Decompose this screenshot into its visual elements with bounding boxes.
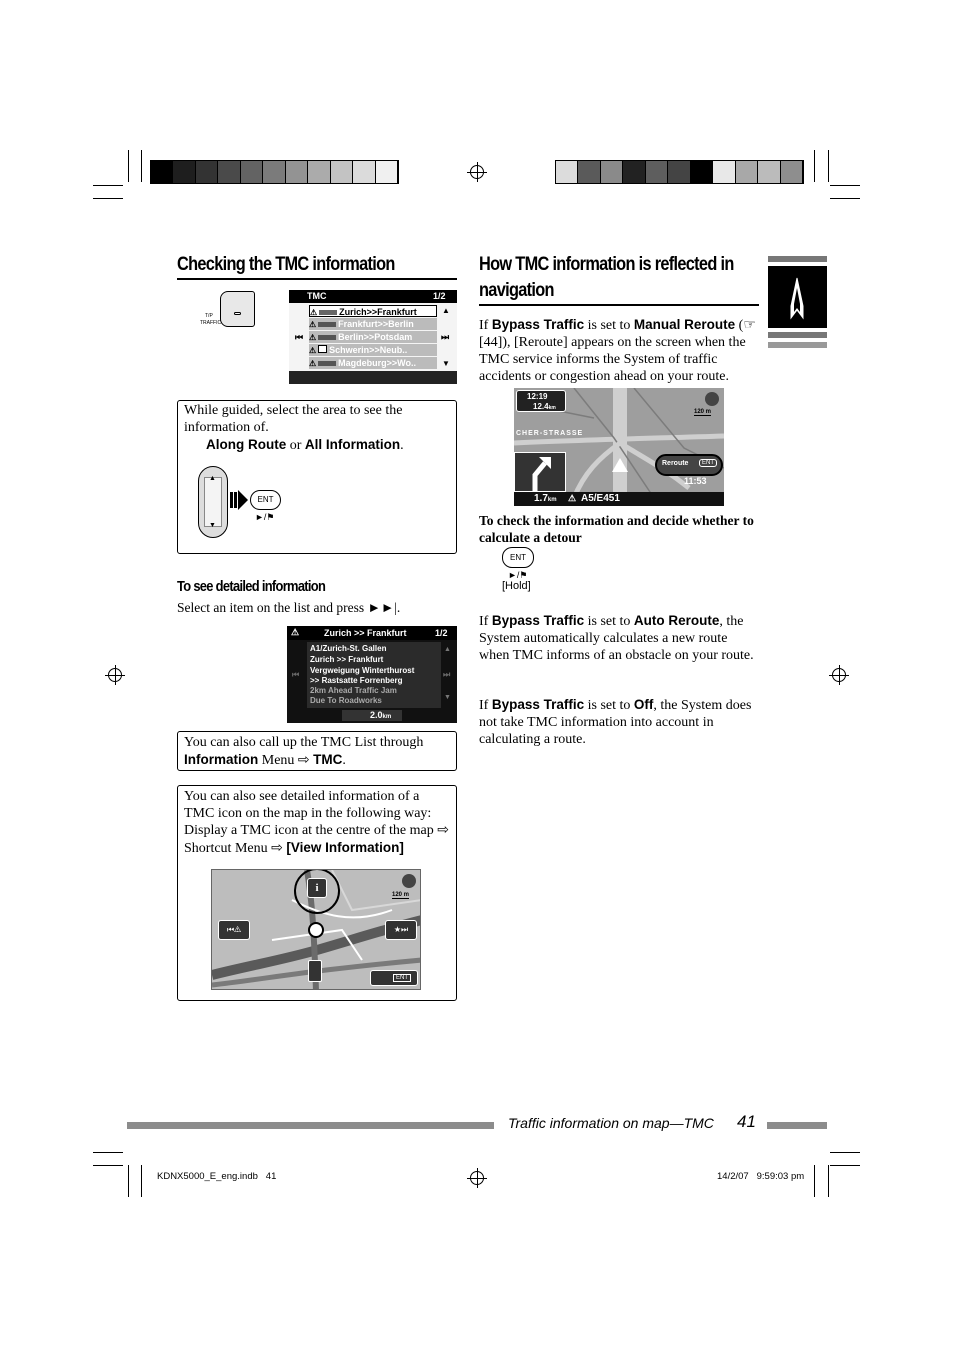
warning-icon: ⚠ [309, 333, 317, 342]
map-scale: 120 m [694, 409, 712, 415]
warning-icon: ⚠ [310, 308, 318, 317]
file-info: KDNX5000_E_eng.indb 41 [157, 1171, 277, 1182]
off-paragraph: If Bypass Traffic is set to Off, the System does not take TMC information into account in calculating a route. [479, 697, 752, 747]
color-swatch [218, 161, 240, 183]
map-view-information [211, 869, 421, 990]
crop-mark [128, 1165, 129, 1197]
control-stick [198, 466, 228, 538]
navigation-arrow-icon [768, 266, 827, 328]
detail-line: Vergweigung Winterthurost [310, 666, 415, 675]
box1-options: Along Route or All Information. [206, 437, 404, 453]
color-swatch [578, 161, 600, 183]
crop-mark [830, 1152, 860, 1153]
scroll-down-icon: ▼ [444, 694, 451, 701]
color-swatch [623, 161, 645, 183]
info-icon[interactable]: i [307, 878, 327, 898]
print-date: 14/2/07 9:59:03 pm [717, 1171, 805, 1182]
crop-mark [128, 150, 129, 182]
bottom-bar: 1.7km ⚠ A5/E451 [514, 492, 724, 506]
map-cursor-icon [308, 922, 324, 938]
turn-right-icon [529, 455, 553, 491]
color-swatch [173, 161, 195, 183]
tmc-list-item[interactable]: ⚠ Magdeburg>>Wo.. [309, 357, 437, 369]
crop-mark [141, 150, 142, 182]
crop-mark [830, 185, 860, 186]
subheading-detailed-info: To see detailed information [177, 578, 326, 595]
detail-line: Due To Roadworks [310, 696, 382, 705]
skip-forward-icon: ⏭ [441, 332, 450, 342]
crop-mark [141, 1165, 142, 1197]
warning-icon: ⚠ [291, 627, 300, 637]
tmc-list-item[interactable]: ⚠ Frankfurt>>Berlin [309, 318, 437, 330]
skip-forward-icon: ⏭ [443, 670, 451, 679]
turn-arrow-panel [514, 452, 566, 492]
color-swatch [758, 161, 780, 183]
registration-mark [108, 668, 122, 682]
section-title-tmc-navigation-1: How TMC information is reflected in [479, 254, 734, 275]
tmc-page: 1/2 [433, 291, 446, 301]
manual-reroute-paragraph: If Bypass Traffic is set to Manual Reroute (☞ [44]), [Reroute] appears on the screen when the TMC service informs the System of traffic accidents or congestion ahead on your route. [479, 317, 756, 384]
page-number: 41 [737, 1112, 756, 1131]
color-swatch [308, 161, 330, 183]
crop-mark [830, 1165, 860, 1166]
color-swatch [668, 161, 690, 183]
tmc-detail-screen [287, 626, 457, 723]
box1-text: While guided, select the area to see the information of. [184, 403, 403, 435]
vehicle-position-icon [612, 458, 628, 472]
tmc-list-item[interactable]: ⚠ Berlin>>Potsdam [309, 331, 437, 343]
crop-mark [828, 1165, 829, 1197]
ent-sub-label: ►/⚑ [255, 512, 275, 522]
reroute-button[interactable]: Reroute ENT [655, 454, 723, 476]
scroll-up-icon: ▲ [442, 306, 450, 315]
detail-page: 1/2 [435, 628, 448, 638]
skip-back-icon: ⏮ [295, 332, 304, 342]
position-icon [308, 960, 322, 982]
tmc-header: TMC [307, 291, 327, 301]
detail-distance: 2.0km [370, 710, 392, 720]
street-name: CHER-STRASSE [516, 430, 584, 437]
scroll-down-icon: ▼ [442, 359, 450, 368]
push-arrow-icon [230, 490, 248, 510]
crop-mark [814, 150, 815, 182]
color-swatch [331, 161, 353, 183]
clock: 11:53 [684, 476, 707, 486]
color-swatch [736, 161, 758, 183]
crop-mark [93, 198, 123, 199]
color-swatch [151, 161, 173, 183]
compass-icon [705, 392, 719, 406]
footer-bar-left [127, 1122, 494, 1129]
tp-traffic-button [220, 291, 255, 327]
scroll-up-icon: ▲ [444, 646, 451, 653]
crop-mark [93, 1165, 123, 1166]
tmc-list-item[interactable]: ⚠ Schwerin>>Neub.. [309, 344, 437, 356]
footer-bar-right [767, 1122, 827, 1129]
side-tab [768, 256, 827, 348]
registration-mark [832, 668, 846, 682]
color-swatch [556, 161, 578, 183]
color-swatch [646, 161, 668, 183]
navigation-screen [514, 388, 724, 506]
tmc-next-button[interactable]: ★⏭ [385, 920, 417, 940]
color-swatch [263, 161, 285, 183]
detour-heading: To check the information and decide whether to calculate a detour [479, 513, 754, 545]
detail-line: >> Rastsatte Forrenberg [310, 676, 403, 685]
tmc-list-item[interactable]: ⚠ Zurich>>Frankfurt [309, 305, 437, 317]
crop-mark [93, 1152, 123, 1153]
color-bar-right [555, 160, 804, 184]
crop-mark [93, 185, 123, 186]
color-swatch [691, 161, 713, 183]
color-swatch [376, 161, 398, 183]
crop-mark [830, 198, 860, 199]
ent-button[interactable]: ENT [250, 490, 281, 510]
traffic-label: TRAFFIC [200, 320, 222, 326]
auto-reroute-paragraph: If Bypass Traffic is set to Auto Reroute, the System automatically calculates a new route when TMC informs of an obstacle on your route. [479, 613, 754, 663]
title-underline [479, 304, 759, 306]
road-icon: ⚠ [568, 493, 577, 503]
color-swatch [713, 161, 735, 183]
registration-mark [470, 1171, 484, 1185]
down-arrow-icon: ▼ [209, 521, 216, 529]
detail-header: Zurich >> Frankfurt [324, 628, 407, 638]
warning-icon: ⚠ [309, 320, 317, 329]
section-title-tmc-navigation-2: navigation [479, 280, 554, 301]
ent-sub-label: ►/⚑ [508, 570, 528, 580]
detail-line: 2km Ahead Traffic Jam [310, 686, 397, 695]
color-swatch [353, 161, 375, 183]
eta-panel: 12:19 12.4km [516, 390, 566, 412]
tmc-prev-button[interactable]: ⏮⚠ [218, 920, 250, 940]
detail-line: Zurich >> Frankfurt [310, 655, 384, 664]
color-bar-left [150, 160, 399, 184]
box3-text: You can also see detailed information of a TMC icon on the map in the following way: Display a TMC icon at the centre of the map ⇨ Shortcut Menu ⇨ [View Information] [184, 789, 449, 856]
up-arrow-icon: ▲ [209, 474, 216, 482]
hold-label: [Hold] [502, 580, 531, 592]
title-underline [177, 278, 457, 280]
registration-mark [470, 165, 484, 179]
map-scale: 120 m [392, 892, 410, 898]
skip-back-icon: ⏮ [292, 670, 300, 679]
color-swatch [241, 161, 263, 183]
shortcut-ent-button[interactable]: ENT [370, 970, 418, 986]
tmc-list-screen [289, 290, 457, 384]
footer-section-title: Traffic information on map—TMC [508, 1115, 714, 1131]
warning-icon: ⚠ [309, 346, 317, 355]
color-swatch [601, 161, 623, 183]
detailed-info-text: Select an item on the list and press ►►|. [177, 600, 401, 615]
compass-icon [402, 874, 416, 888]
crop-mark [828, 150, 829, 182]
color-swatch [781, 161, 803, 183]
crop-mark [814, 1165, 815, 1197]
warning-icon: ⚠ [309, 359, 317, 368]
box2-text: You can also call up the TMC List through Information Menu ⇨ TMC. [184, 735, 424, 768]
section-title-checking-tmc: Checking the TMC information [177, 254, 395, 275]
ent-button[interactable]: ENT [502, 547, 534, 568]
color-swatch [286, 161, 308, 183]
tp-label: T/P [205, 313, 213, 319]
detail-line: A1/Zurich-St. Gallen [310, 644, 387, 653]
color-swatch [196, 161, 218, 183]
